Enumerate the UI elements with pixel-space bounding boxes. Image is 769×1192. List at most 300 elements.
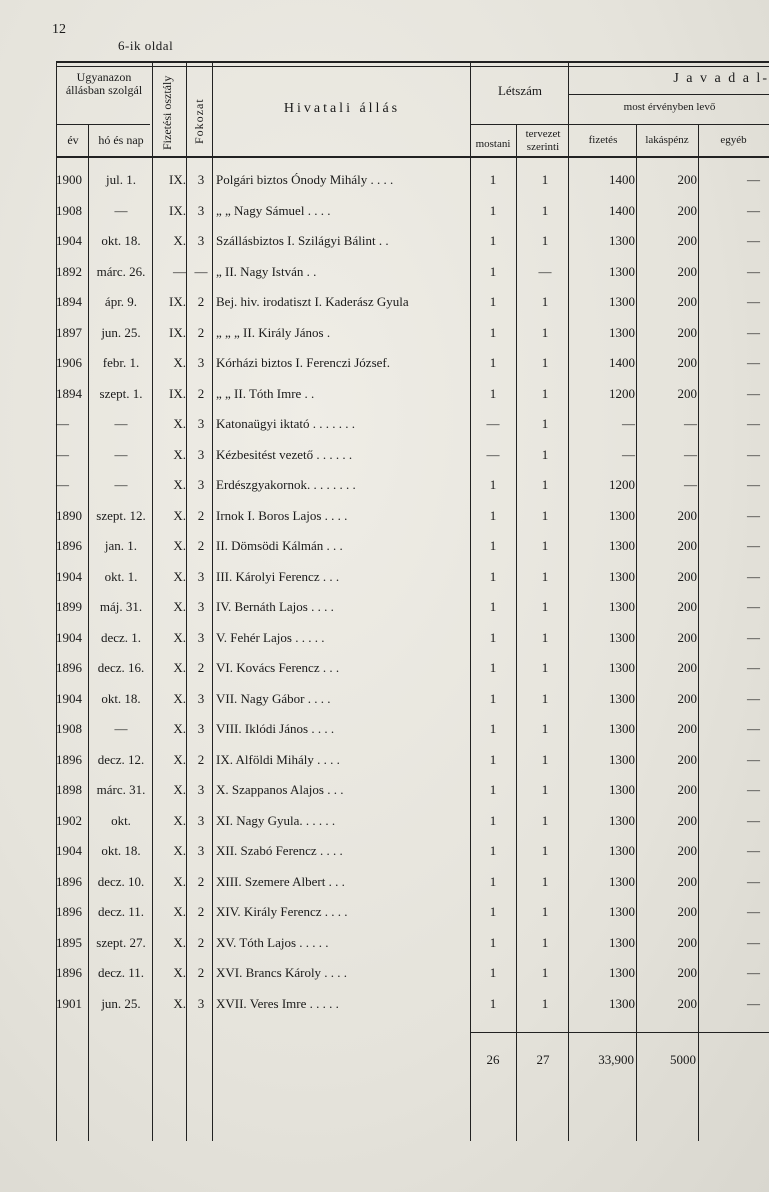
row-salary: 1300 xyxy=(609,507,635,523)
row-year: 1892 xyxy=(56,263,82,279)
page-subtitle: 6-ik oldal xyxy=(118,38,174,53)
row-date: — xyxy=(114,446,128,462)
row-planned: 1 xyxy=(541,660,549,675)
row-planned: 1 xyxy=(541,385,549,401)
row-current: 1 xyxy=(489,965,497,980)
row-salary: 1300 xyxy=(609,721,635,736)
header-position: Hivatali állás xyxy=(283,101,401,116)
row-year: 1904 xyxy=(56,568,82,584)
row-position: II. Dömsödi Kálmán . . . xyxy=(216,538,343,553)
row-other: — xyxy=(747,202,760,218)
row-other: — xyxy=(747,568,760,584)
row-current: 1 xyxy=(489,385,497,401)
row-current: 1 xyxy=(489,263,497,279)
row-grade: 3 xyxy=(197,568,205,584)
row-housing: 200 xyxy=(677,202,697,218)
col-line xyxy=(88,124,89,1141)
row-pay-class: IX. xyxy=(169,202,186,218)
row-current: 1 xyxy=(489,660,497,675)
row-salary: 1300 xyxy=(609,599,635,614)
row-other: — xyxy=(747,965,760,980)
row-other: — xyxy=(747,629,760,645)
header-bottom-border xyxy=(56,156,769,158)
header-year: év xyxy=(67,133,79,147)
row-salary: 1300 xyxy=(609,660,635,675)
row-grade: 3 xyxy=(197,416,205,431)
row-pay-class: X. xyxy=(173,233,186,248)
header-grade: Fokozat xyxy=(192,98,206,144)
row-year: 1896 xyxy=(56,873,82,889)
row-year: — xyxy=(56,446,69,462)
row-housing: — xyxy=(684,416,697,431)
row-salary: 1400 xyxy=(609,202,635,218)
row-salary: 1300 xyxy=(609,629,635,645)
row-year: 1894 xyxy=(56,294,82,309)
row-date: decz. 1. xyxy=(100,629,142,645)
row-planned: 1 xyxy=(541,782,549,797)
row-current: 1 xyxy=(489,599,497,614)
header-salary: fizetés xyxy=(588,134,618,146)
row-salary: 1200 xyxy=(609,385,635,401)
row-salary: 1300 xyxy=(609,263,635,279)
row-other: — xyxy=(747,660,760,675)
row-salary: 1300 xyxy=(609,812,635,828)
row-other: — xyxy=(747,324,760,340)
row-housing: 200 xyxy=(677,263,697,279)
row-other: — xyxy=(747,782,760,797)
row-current: 1 xyxy=(489,538,497,553)
row-year: 1908 xyxy=(56,202,82,218)
header-housing: lakáspénz xyxy=(645,134,689,146)
row-planned: — xyxy=(538,263,552,279)
row-position: XI. Nagy Gyula. . . . . . xyxy=(216,812,336,828)
row-planned: 1 xyxy=(541,965,549,980)
row-planned: 1 xyxy=(541,233,549,248)
row-year: — xyxy=(56,416,69,431)
row-current: 1 xyxy=(489,202,497,218)
row-other: — xyxy=(747,385,760,401)
header-same-position: Ugyanazon állásban szolgál xyxy=(65,70,143,97)
row-current: 1 xyxy=(489,568,497,584)
row-position: VII. Nagy Gábor . . . . xyxy=(216,690,331,706)
row-year: 1898 xyxy=(56,782,82,797)
row-year: 1890 xyxy=(56,507,82,523)
row-date: — xyxy=(114,477,128,492)
row-housing: — xyxy=(684,446,697,462)
row-position: XVII. Veres Imre . . . . . xyxy=(216,995,339,1011)
row-pay-class: X. xyxy=(173,568,186,584)
row-pay-class: X. xyxy=(173,416,186,431)
row-grade: 3 xyxy=(197,355,205,370)
row-date: decz. 10. xyxy=(97,873,145,889)
row-planned: 1 xyxy=(541,568,549,584)
row-position: XII. Szabó Ferencz . . . . xyxy=(216,843,343,858)
row-pay-class: X. xyxy=(173,538,186,553)
row-year: 1894 xyxy=(56,385,82,401)
row-position: Bej. hiv. irodatiszt I. Kaderász Gyula xyxy=(216,294,409,309)
row-pay-class: — xyxy=(173,263,186,279)
row-housing: 200 xyxy=(677,538,697,553)
row-housing: 200 xyxy=(677,995,697,1011)
row-other: — xyxy=(747,233,760,248)
row-pay-class: X. xyxy=(173,660,186,675)
row-year: 1904 xyxy=(56,843,82,858)
row-grade: 3 xyxy=(197,629,205,645)
row-grade: 3 xyxy=(197,202,205,218)
col-line xyxy=(698,124,699,1141)
row-other: — xyxy=(747,934,760,950)
row-current: 1 xyxy=(489,355,497,370)
row-planned: 1 xyxy=(541,202,549,218)
row-grade: 3 xyxy=(197,172,205,187)
row-other: — xyxy=(747,995,760,1011)
row-pay-class: X. xyxy=(173,599,186,614)
row-position: Kórházi biztos I. Ferenczi József. xyxy=(216,355,390,370)
row-date: jan. 1. xyxy=(104,538,138,553)
row-grade: 3 xyxy=(197,690,205,706)
row-grade: — xyxy=(194,263,208,279)
row-planned: 1 xyxy=(541,599,549,614)
row-position: XIII. Szemere Albert . . . xyxy=(216,873,345,889)
row-planned: 1 xyxy=(541,324,549,340)
row-grade: 2 xyxy=(197,538,205,553)
total-salary: 33,900 xyxy=(598,1052,634,1067)
subheader-line-left xyxy=(56,124,150,125)
row-position: Katonaügyi iktató . . . . . . . xyxy=(216,416,356,431)
row-grade: 3 xyxy=(197,599,205,614)
row-pay-class: IX. xyxy=(169,294,186,309)
col-line xyxy=(516,124,517,1141)
row-pay-class: X. xyxy=(173,721,186,736)
row-other: — xyxy=(747,812,760,828)
row-housing: 200 xyxy=(677,690,697,706)
row-salary: 1300 xyxy=(609,904,635,919)
row-position: „ „ II. Tóth Imre . . xyxy=(216,385,315,401)
row-salary: 1200 xyxy=(609,477,635,492)
row-housing: 200 xyxy=(677,629,697,645)
row-position: Kézbesitést vezető . . . . . . xyxy=(216,446,353,462)
row-housing: 200 xyxy=(677,812,697,828)
row-housing: 200 xyxy=(677,324,697,340)
row-position: Polgári biztos Ónody Mihály . . . . xyxy=(216,172,394,187)
row-planned: 1 xyxy=(541,934,549,950)
row-planned: 1 xyxy=(541,446,549,462)
row-year: 1904 xyxy=(56,629,82,645)
row-current: — xyxy=(486,446,500,462)
row-year: 1895 xyxy=(56,934,82,950)
row-year: 1908 xyxy=(56,721,82,736)
header-current: mostani xyxy=(475,138,511,150)
header-other: egyéb xyxy=(720,134,747,146)
row-other: — xyxy=(747,446,760,462)
row-current: 1 xyxy=(489,629,497,645)
row-housing: 200 xyxy=(677,233,697,248)
row-grade: 3 xyxy=(197,233,205,248)
row-other: — xyxy=(747,843,760,858)
row-position: IV. Bernáth Lajos . . . . xyxy=(216,599,334,614)
header-pay-class: Fizetési osztály xyxy=(160,75,174,150)
row-other: — xyxy=(747,172,760,187)
row-date: szept. 12. xyxy=(96,507,146,523)
row-housing: 200 xyxy=(677,599,697,614)
row-housing: 200 xyxy=(677,965,697,980)
row-date: ápr. 9. xyxy=(104,294,138,309)
row-date: — xyxy=(114,721,128,736)
row-current: 1 xyxy=(489,721,497,736)
row-other: — xyxy=(747,690,760,706)
row-salary: 1300 xyxy=(609,873,635,889)
row-planned: 1 xyxy=(541,721,549,736)
row-current: 1 xyxy=(489,294,497,309)
row-pay-class: X. xyxy=(173,782,186,797)
row-housing: 200 xyxy=(677,934,697,950)
row-current: 1 xyxy=(489,934,497,950)
row-position: VI. Kovács Ferencz . . . xyxy=(216,660,340,675)
row-housing: 200 xyxy=(677,873,697,889)
totals-line xyxy=(470,1032,769,1033)
page-number: 12 xyxy=(52,22,66,37)
row-grade: 3 xyxy=(197,843,205,858)
row-salary: 1300 xyxy=(609,538,635,553)
col-line xyxy=(152,61,153,1141)
header-month-day: hó és nap xyxy=(98,133,144,147)
row-pay-class: X. xyxy=(173,904,186,919)
row-salary: 1300 xyxy=(609,995,635,1011)
row-grade: 2 xyxy=(197,385,205,401)
row-grade: 3 xyxy=(197,721,205,736)
row-housing: 200 xyxy=(677,507,697,523)
row-planned: 1 xyxy=(541,904,549,919)
row-housing: 200 xyxy=(677,294,697,309)
row-position: Irnok I. Boros Lajos . . . . xyxy=(216,507,348,523)
row-date: decz. 11. xyxy=(97,904,145,919)
row-position: IX. Alföldi Mihály . . . . xyxy=(216,751,340,767)
total-housing: 5000 xyxy=(670,1052,696,1067)
row-planned: 1 xyxy=(541,812,549,828)
row-year: — xyxy=(56,477,69,492)
row-planned: 1 xyxy=(541,416,549,431)
row-current: 1 xyxy=(489,995,497,1011)
row-pay-class: X. xyxy=(173,446,186,462)
row-position: V. Fehér Lajos . . . . . xyxy=(216,629,325,645)
row-other: — xyxy=(747,873,760,889)
row-year: 1897 xyxy=(56,324,82,340)
row-other: — xyxy=(747,751,760,767)
row-salary: — xyxy=(622,446,635,462)
row-position: „ „ Nagy Sámuel . . . . xyxy=(216,202,331,218)
row-date: szept. 27. xyxy=(96,934,146,950)
row-other: — xyxy=(747,507,760,523)
row-planned: 1 xyxy=(541,294,549,309)
row-current: 1 xyxy=(489,782,497,797)
row-grade: 2 xyxy=(197,873,205,889)
row-position: „ II. Nagy István . . xyxy=(216,263,317,279)
row-current: — xyxy=(486,416,500,431)
row-other: — xyxy=(747,904,760,919)
row-housing: 200 xyxy=(677,568,697,584)
row-pay-class: IX. xyxy=(169,385,186,401)
row-year: 1904 xyxy=(56,233,82,248)
row-planned: 1 xyxy=(541,843,549,858)
row-pay-class: X. xyxy=(173,477,186,492)
col-line xyxy=(636,124,637,1141)
row-salary: 1300 xyxy=(609,934,635,950)
row-other: — xyxy=(747,416,760,431)
row-date: decz. 16. xyxy=(97,660,145,675)
row-date: febr. 1. xyxy=(102,355,140,370)
col-line xyxy=(212,61,213,1141)
row-current: 1 xyxy=(489,904,497,919)
row-date: máj. 31. xyxy=(99,599,143,614)
row-pay-class: X. xyxy=(173,355,186,370)
row-date: okt. 1. xyxy=(104,568,138,584)
row-planned: 1 xyxy=(541,538,549,553)
subheader-line-benefits-2 xyxy=(568,124,769,125)
row-planned: 1 xyxy=(541,629,549,645)
row-date: jul. 1. xyxy=(106,172,136,187)
row-housing: 200 xyxy=(677,843,697,858)
total-planned: 27 xyxy=(536,1052,550,1067)
row-current: 1 xyxy=(489,843,497,858)
row-year: 1902 xyxy=(56,812,82,828)
row-planned: 1 xyxy=(541,355,549,370)
row-grade: 2 xyxy=(197,904,205,919)
row-date: decz. 11. xyxy=(97,965,145,980)
row-salary: 1300 xyxy=(609,782,635,797)
row-pay-class: X. xyxy=(173,690,186,706)
row-other: — xyxy=(747,477,760,492)
row-current: 1 xyxy=(489,477,497,492)
row-current: 1 xyxy=(489,812,497,828)
row-planned: 1 xyxy=(541,995,549,1011)
header-benefits: J a v a d a l- xyxy=(673,71,769,86)
total-current: 26 xyxy=(486,1052,500,1067)
row-date: márc. 26. xyxy=(96,263,146,279)
row-current: 1 xyxy=(489,873,497,889)
row-pay-class: X. xyxy=(173,934,186,950)
row-year: 1896 xyxy=(56,538,82,553)
row-date: szept. 1. xyxy=(99,385,143,401)
row-housing: 200 xyxy=(677,660,697,675)
row-planned: 1 xyxy=(541,507,549,523)
row-position: XV. Tóth Lajos . . . . . xyxy=(216,934,329,950)
row-year: 1899 xyxy=(56,599,82,614)
row-grade: 2 xyxy=(197,294,205,309)
row-salary: 1300 xyxy=(609,233,635,248)
row-other: — xyxy=(747,355,760,370)
row-date: okt. xyxy=(111,812,131,828)
row-date: jun. 25. xyxy=(101,324,141,340)
row-grade: 3 xyxy=(197,782,205,797)
row-date: decz. 12. xyxy=(97,751,145,767)
row-salary: 1400 xyxy=(609,172,635,187)
row-salary: 1300 xyxy=(609,294,635,309)
row-date: okt. 18. xyxy=(101,690,141,706)
header-planned: tervezet szerinti xyxy=(525,128,561,153)
row-pay-class: X. xyxy=(173,629,186,645)
row-salary: 1300 xyxy=(609,324,635,340)
row-other: — xyxy=(747,294,760,309)
row-housing: 200 xyxy=(677,355,697,370)
row-planned: 1 xyxy=(541,172,549,187)
header-currently-valid: most érvényben levő xyxy=(623,101,716,113)
row-housing: 200 xyxy=(677,904,697,919)
row-date: márc. 31. xyxy=(96,782,146,797)
row-planned: 1 xyxy=(541,477,549,492)
row-position: X. Szappanos Alajos . . . xyxy=(216,782,344,797)
row-housing: 200 xyxy=(677,751,697,767)
row-position: XIV. Király Ferencz . . . . xyxy=(216,904,348,919)
row-current: 1 xyxy=(489,690,497,706)
row-pay-class: X. xyxy=(173,507,186,523)
row-year: 1904 xyxy=(56,690,82,706)
row-planned: 1 xyxy=(541,751,549,767)
row-position: XVI. Brancs Károly . . . . xyxy=(216,965,348,980)
row-grade: 3 xyxy=(197,812,205,828)
subheader-line-headcount xyxy=(470,124,568,125)
row-current: 1 xyxy=(489,233,497,248)
row-planned: 1 xyxy=(541,873,549,889)
row-year: 1896 xyxy=(56,660,82,675)
row-other: — xyxy=(747,538,760,553)
row-housing: 200 xyxy=(677,172,697,187)
row-salary: 1300 xyxy=(609,843,635,858)
row-position: Szállásbiztos I. Szilágyi Bálint . . xyxy=(216,233,389,248)
row-salary: 1300 xyxy=(609,965,635,980)
row-pay-class: IX. xyxy=(169,324,186,340)
row-grade: 2 xyxy=(197,934,205,950)
row-year: 1896 xyxy=(56,904,82,919)
row-other: — xyxy=(747,721,760,736)
row-position: III. Károlyi Ferencz . . . xyxy=(216,568,340,584)
col-line xyxy=(186,61,187,1141)
row-pay-class: IX. xyxy=(169,172,186,187)
row-housing: — xyxy=(684,477,697,492)
row-housing: 200 xyxy=(677,782,697,797)
row-date: — xyxy=(114,202,128,218)
row-pay-class: X. xyxy=(173,995,186,1011)
row-pay-class: X. xyxy=(173,965,186,980)
row-grade: 2 xyxy=(197,965,205,980)
row-position: „ „ „ II. Király János . xyxy=(216,324,331,340)
row-grade: 2 xyxy=(197,507,205,523)
row-grade: 3 xyxy=(197,995,205,1011)
row-planned: 1 xyxy=(541,690,549,706)
row-current: 1 xyxy=(489,172,497,187)
row-pay-class: X. xyxy=(173,751,186,767)
row-year: 1896 xyxy=(56,965,82,980)
row-grade: 2 xyxy=(197,751,205,767)
row-pay-class: X. xyxy=(173,873,186,889)
row-salary: 1400 xyxy=(609,355,635,370)
row-pay-class: X. xyxy=(173,843,186,858)
row-other: — xyxy=(747,263,760,279)
row-salary: — xyxy=(622,416,635,431)
row-date: okt. 18. xyxy=(101,843,141,858)
row-salary: 1300 xyxy=(609,751,635,767)
row-current: 1 xyxy=(489,751,497,767)
table-top-border-inner xyxy=(56,66,769,67)
row-housing: 200 xyxy=(677,385,697,401)
row-year: 1900 xyxy=(56,172,82,187)
row-grade: 2 xyxy=(197,324,205,340)
row-year: 1901 xyxy=(56,995,82,1011)
row-year: 1906 xyxy=(56,355,82,370)
row-date: — xyxy=(114,416,128,431)
row-salary: 1300 xyxy=(609,568,635,584)
row-date: jun. 25. xyxy=(101,995,141,1011)
row-other: — xyxy=(747,599,760,614)
